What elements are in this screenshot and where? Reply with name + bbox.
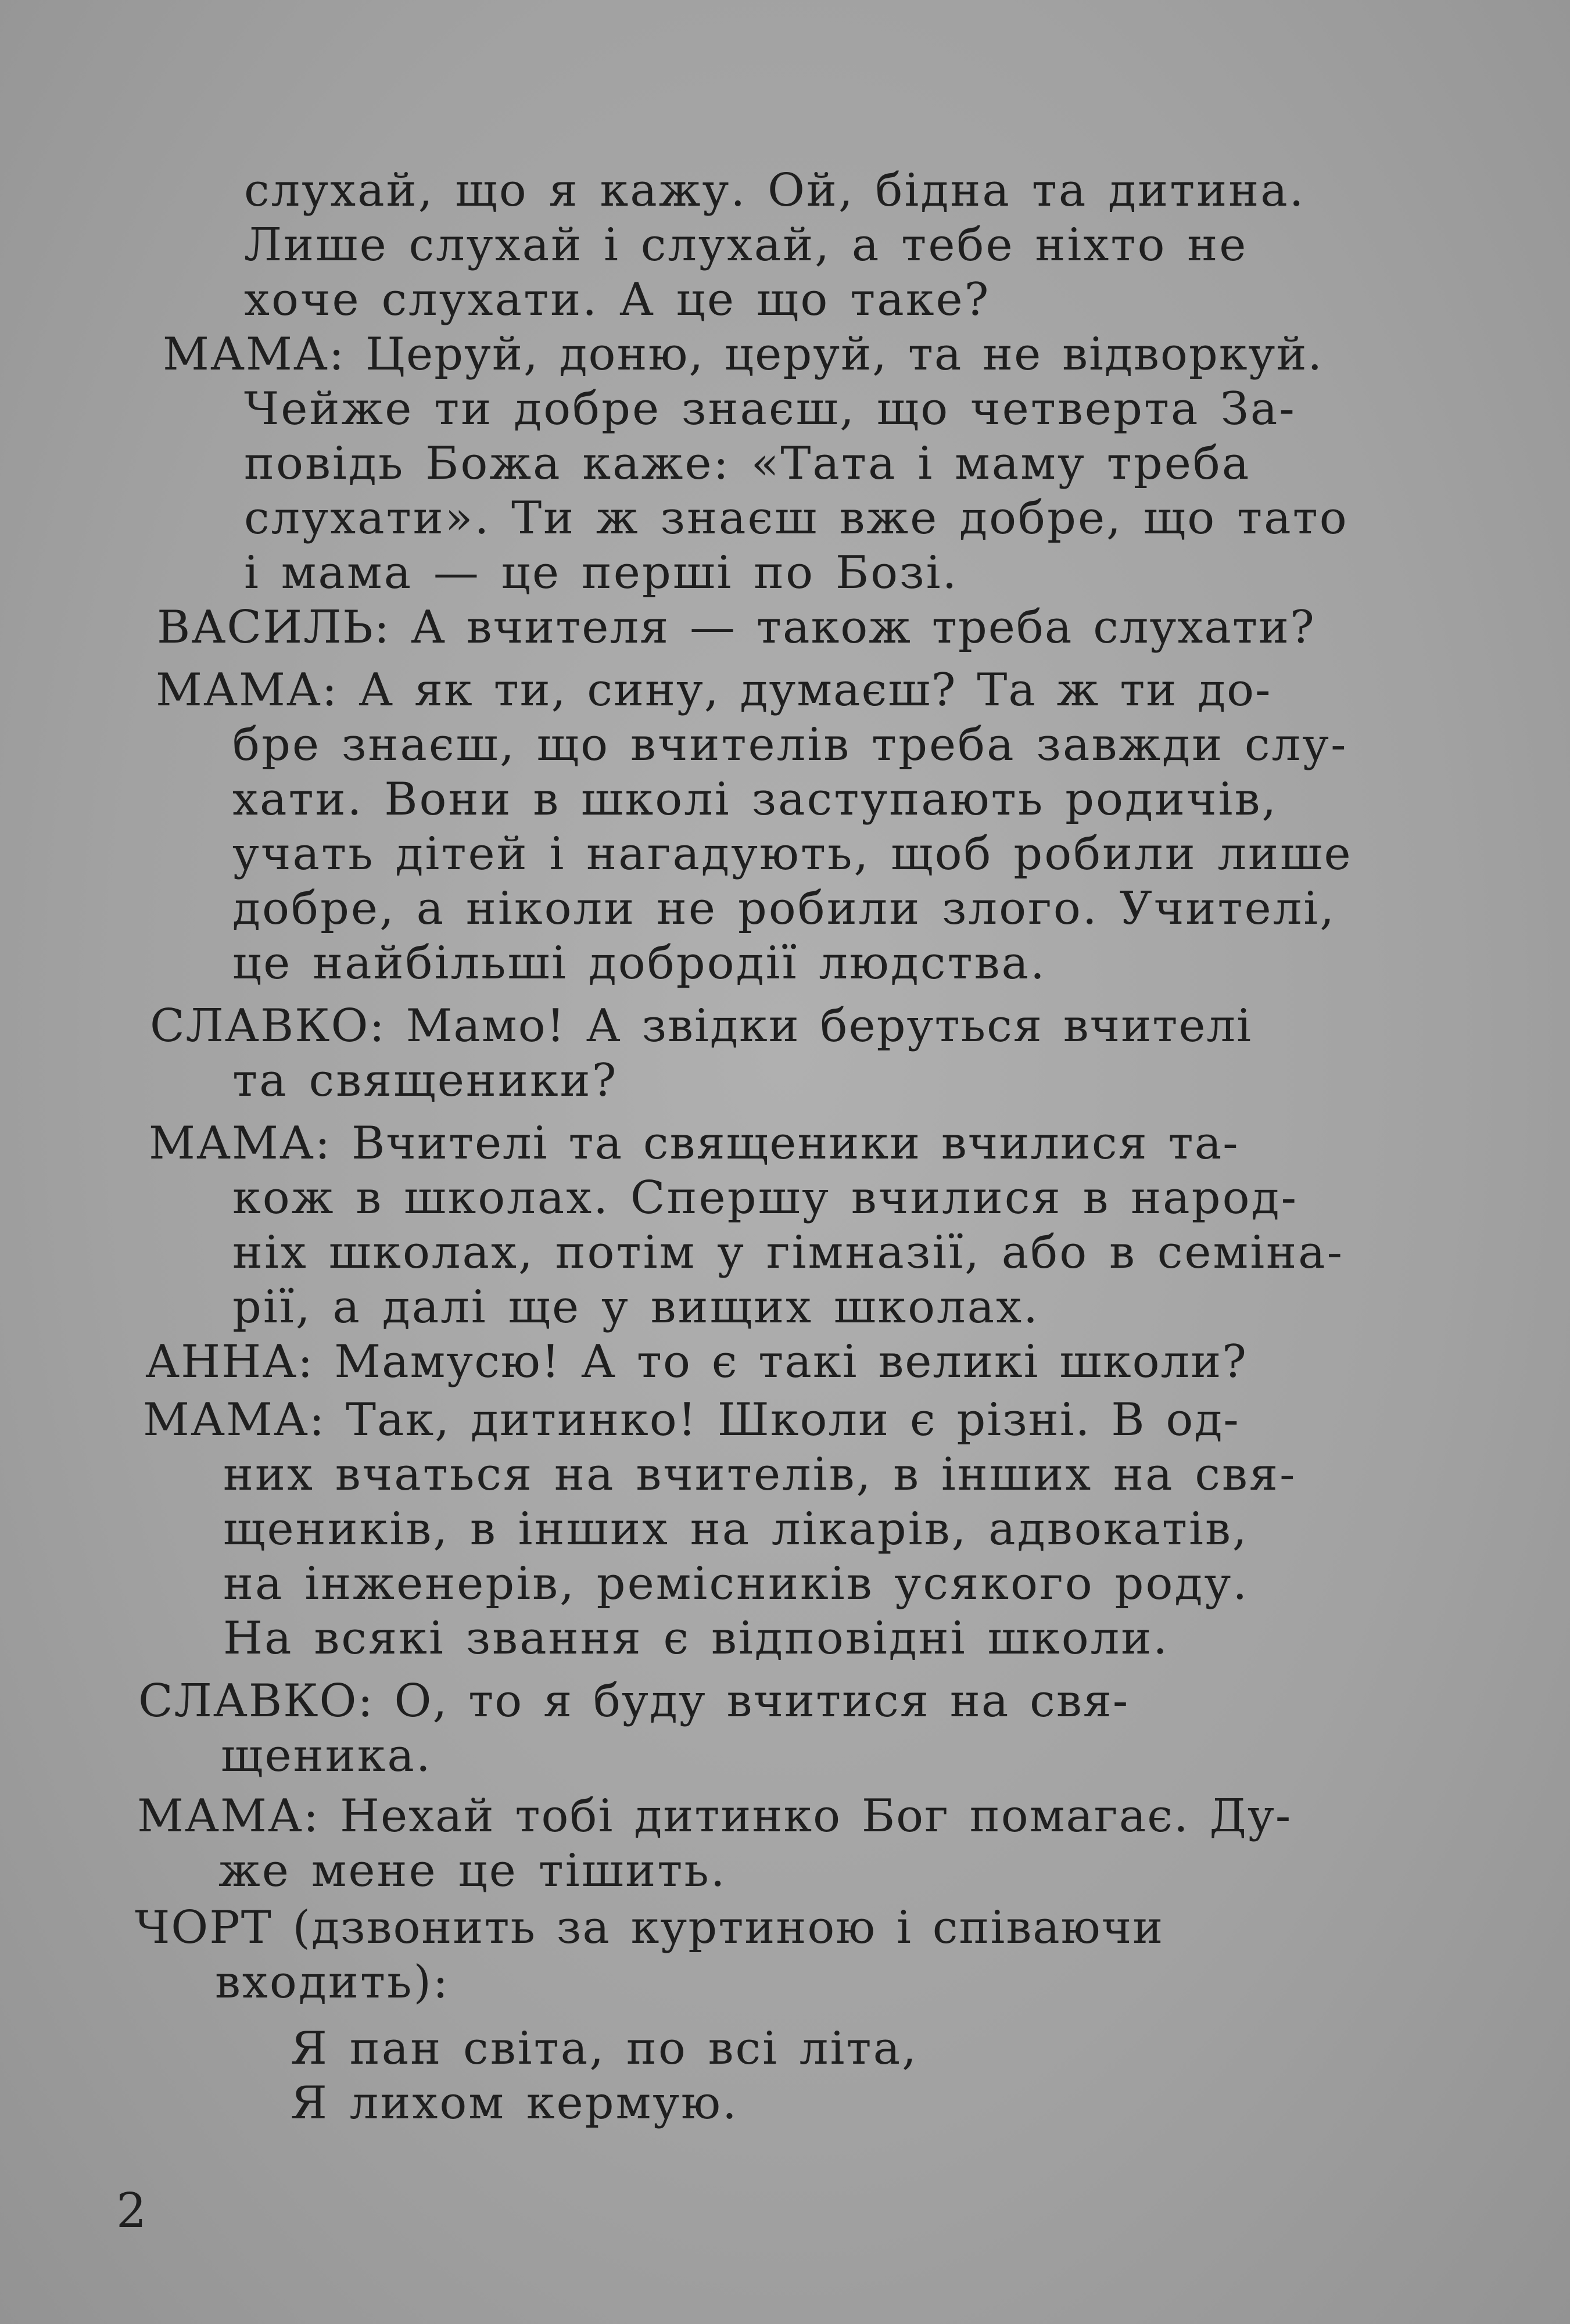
text-line: Чейже ти добре знаєш, що четверта За- (244, 383, 1296, 435)
text-line: хати. Вони в школі заступають родичів, (232, 773, 1278, 826)
speaker-line-mama: МАМА: Нехай тобі дитинко Бог помагає. Ду- (137, 1790, 1292, 1842)
text-line: слухати». Ти ж знаєш вже добре, що тато (244, 492, 1349, 544)
text-line: та священики? (232, 1055, 618, 1107)
text-line: хоче слухати. А це що таке? (244, 274, 991, 326)
text-line: На всякі звання є відповідні школи. (223, 1612, 1170, 1665)
speaker-line-anna: АННА: Мамусю! А то є такі великі школи? (145, 1336, 1248, 1388)
speaker-line-mama: МАМА: Вчителі та священики вчилися та- (149, 1117, 1239, 1170)
speaker-line-mama: МАМА: А як ти, сину, думаєш? Та ж ти до- (156, 664, 1272, 716)
stage-direction-line: входить): (215, 1956, 450, 2009)
song-verse-line: Я пан світа, по всі літа, (291, 2022, 918, 2075)
text-line: учать дітей і нагадують, щоб робили лише (232, 828, 1353, 880)
text-line: щеника. (221, 1730, 432, 1782)
text-line: добре, а ніколи не робили злого. Учителі, (232, 883, 1336, 935)
text-line: бре знаєш, що вчителів треба завжди слу- (232, 719, 1348, 771)
text-line: і мама — це перші по Бозі. (244, 547, 959, 599)
text-line: кож в школах. Спершу вчилися в народ- (232, 1172, 1298, 1224)
speaker-line-vasyl: ВАСИЛЬ: А вчителя — також треба слухати? (157, 601, 1315, 654)
song-verse-line: Я лихом кермую. (291, 2077, 739, 2129)
speaker-line-mama: МАМА: Церуй, доню, церуй, та не відворкуй. (163, 328, 1324, 381)
text-line: це найбільші добродії людства. (232, 937, 1046, 989)
text-line: же мене це тішить. (218, 1845, 727, 1897)
speaker-line-mama: МАМА: Так, дитинко! Школи є різні. В од- (143, 1394, 1240, 1446)
text-line: ніх школах, потім у гімназії, або в семіна- (232, 1226, 1344, 1279)
speaker-line-slavko: СЛАВКО: Мамо! А звідки беруться вчителі (150, 1000, 1253, 1052)
text-line: рії, а далі ще у вищих школах. (232, 1281, 1040, 1333)
text-line: повідь Божа каже: «Тата і маму треба (244, 437, 1251, 490)
text-line: слухай, що я кажу. Ой, бідна та дитина. (244, 164, 1306, 217)
text-line: Лише слухай і слухай, а тебе ніхто не (244, 219, 1248, 271)
page-number: 2 (116, 2183, 149, 2239)
speaker-line-slavko: СЛАВКО: О, то я буду вчитися на свя- (138, 1675, 1130, 1727)
text-line: них вчаться на вчителів, в інших на свя- (223, 1448, 1297, 1501)
text-line: на інженерів, ремісників усякого роду. (223, 1558, 1249, 1610)
text-line: щеників, в інших на лікарів, адвокатів, (223, 1503, 1249, 1555)
speaker-line-chort: ЧОРТ (дзвонить за куртиною і співаючи (135, 1902, 1164, 1954)
